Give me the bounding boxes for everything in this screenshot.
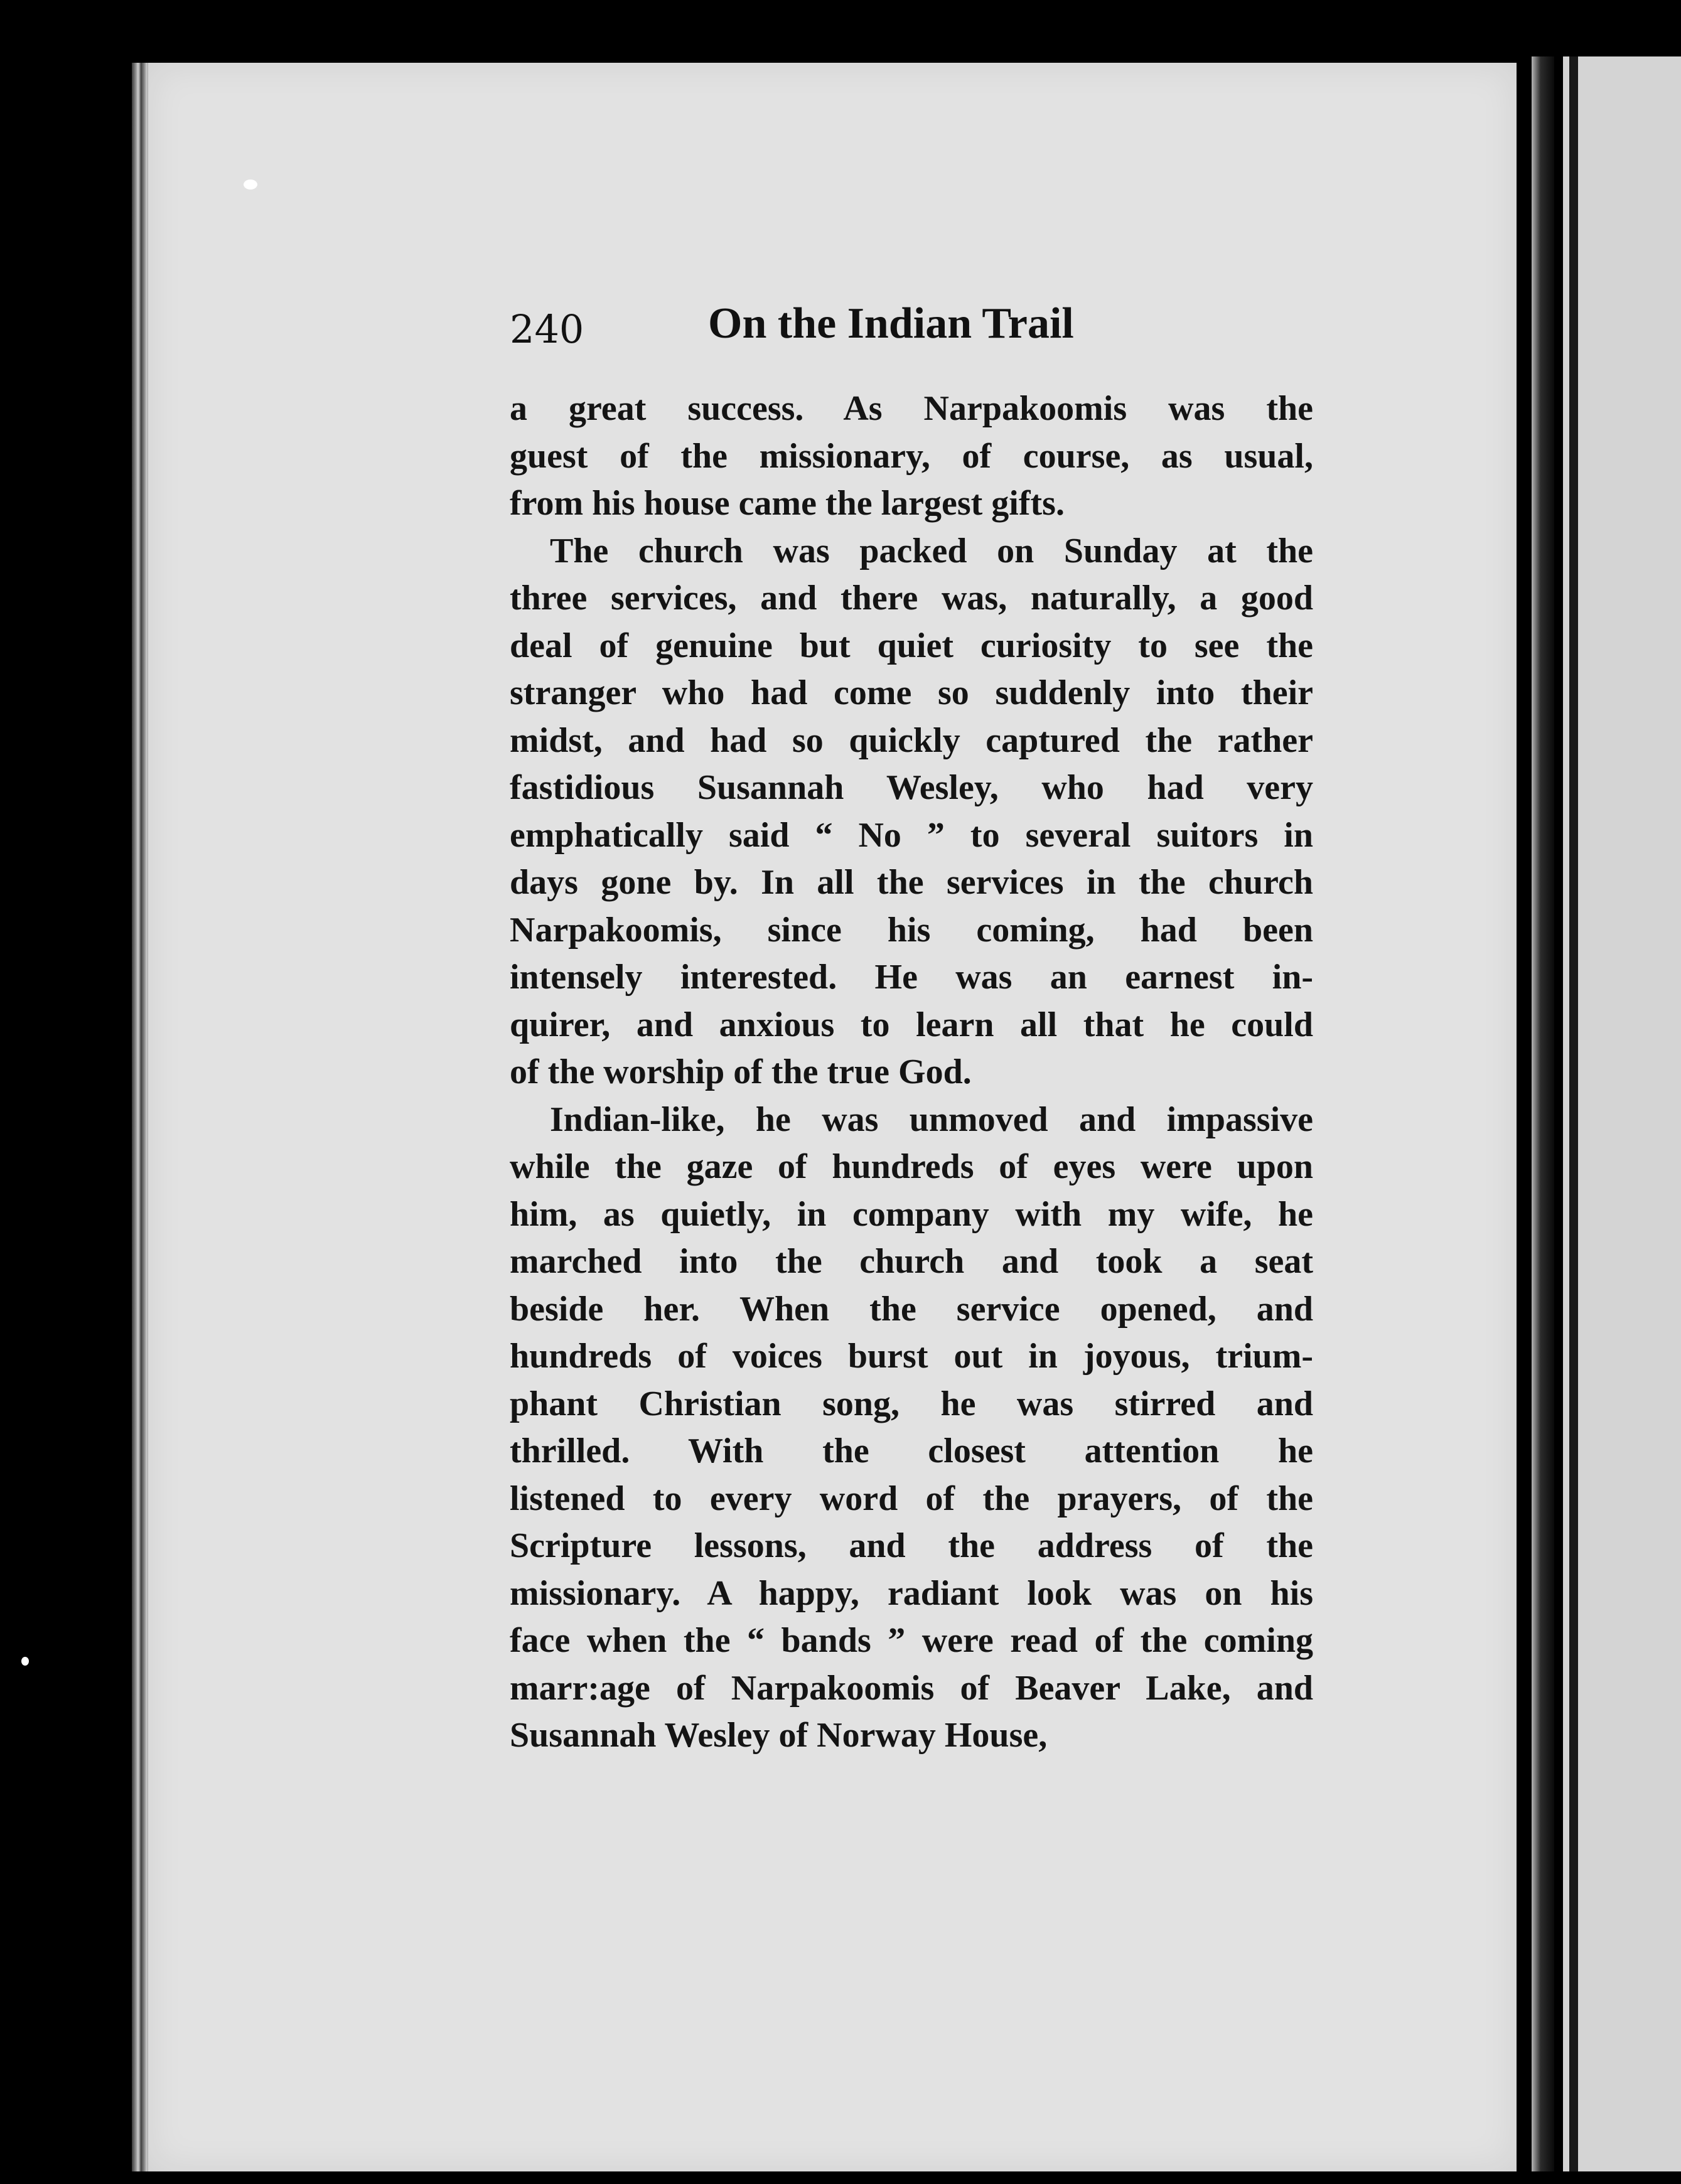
text-line: him, as quietly, in company with my wife, he xyxy=(510,1194,1313,1234)
running-title: On the Indian Trail xyxy=(708,299,1074,348)
text-line: three services, and there was, naturally, a good xyxy=(510,579,1313,618)
text-line: intensely interested. He was an earnest in- xyxy=(510,958,1313,997)
text-line: Narpakoomis, since his coming, had been xyxy=(510,910,1313,950)
text-line: phant Christian song, he was stirred and xyxy=(510,1384,1313,1423)
text-line: Indian-like, he was unmoved and impassive xyxy=(550,1100,1313,1139)
text-line: Susannah Wesley of Norway House, xyxy=(510,1716,1048,1755)
text-line: beside her. When the service opened, and xyxy=(510,1289,1313,1329)
text-line: thrilled. With the closest attention he xyxy=(510,1432,1313,1470)
text-line: quirer, and anxious to learn all that he could xyxy=(510,1005,1313,1044)
text-line: of the worship of the true God. xyxy=(510,1052,972,1091)
text-line: days gone by. In all the services in the church xyxy=(510,863,1313,902)
text-line: The church was packed on Sunday at the xyxy=(550,531,1313,570)
text-line: deal of genuine but quiet curiosity to see the xyxy=(510,626,1313,665)
text-line: marr:age of Narpakoomis of Beaver Lake, and xyxy=(510,1668,1313,1708)
facing-page-edge xyxy=(1563,56,1681,2171)
page-header xyxy=(510,299,1326,361)
text-line: stranger who had come so suddenly into their xyxy=(510,673,1313,712)
text-line: guest of the missionary, of course, as usual, xyxy=(510,436,1313,476)
paragraph-1 xyxy=(510,385,1313,528)
text-line: Scripture lessons, and the address of the xyxy=(510,1526,1313,1565)
body-text xyxy=(510,385,1313,1760)
text-line: missionary. A happy, radiant look was on his xyxy=(510,1573,1313,1613)
text-line: emphatically said “ No ” to several suitors in xyxy=(510,815,1313,855)
text-line: fastidious Susannah Wesley, who had very xyxy=(510,768,1313,807)
paragraph-2 xyxy=(510,528,1313,1096)
facing-page-border xyxy=(1569,56,1578,2171)
text-line: hundreds of voices burst out in joyous, trium- xyxy=(510,1337,1313,1376)
text-line: a great success. As Narpakoomis was the xyxy=(510,389,1313,428)
text-line: while the gaze of hundreds of eyes were upon xyxy=(510,1147,1313,1186)
text-line: face when the “ bands ” were read of the coming xyxy=(510,1621,1313,1660)
text-line: from his house came the largest gifts. xyxy=(510,484,1065,523)
text-line: listened to every word of the prayers, of the xyxy=(510,1479,1313,1518)
scan-speck xyxy=(244,179,257,190)
text-line: midst, and had so quickly captured the rather xyxy=(510,720,1313,760)
page-number: 240 xyxy=(510,306,584,352)
book-gutter xyxy=(1532,56,1554,2171)
text-line: marched into the church and took a seat xyxy=(510,1242,1313,1281)
scan-speck xyxy=(21,1657,29,1666)
paragraph-3 xyxy=(510,1096,1313,1760)
